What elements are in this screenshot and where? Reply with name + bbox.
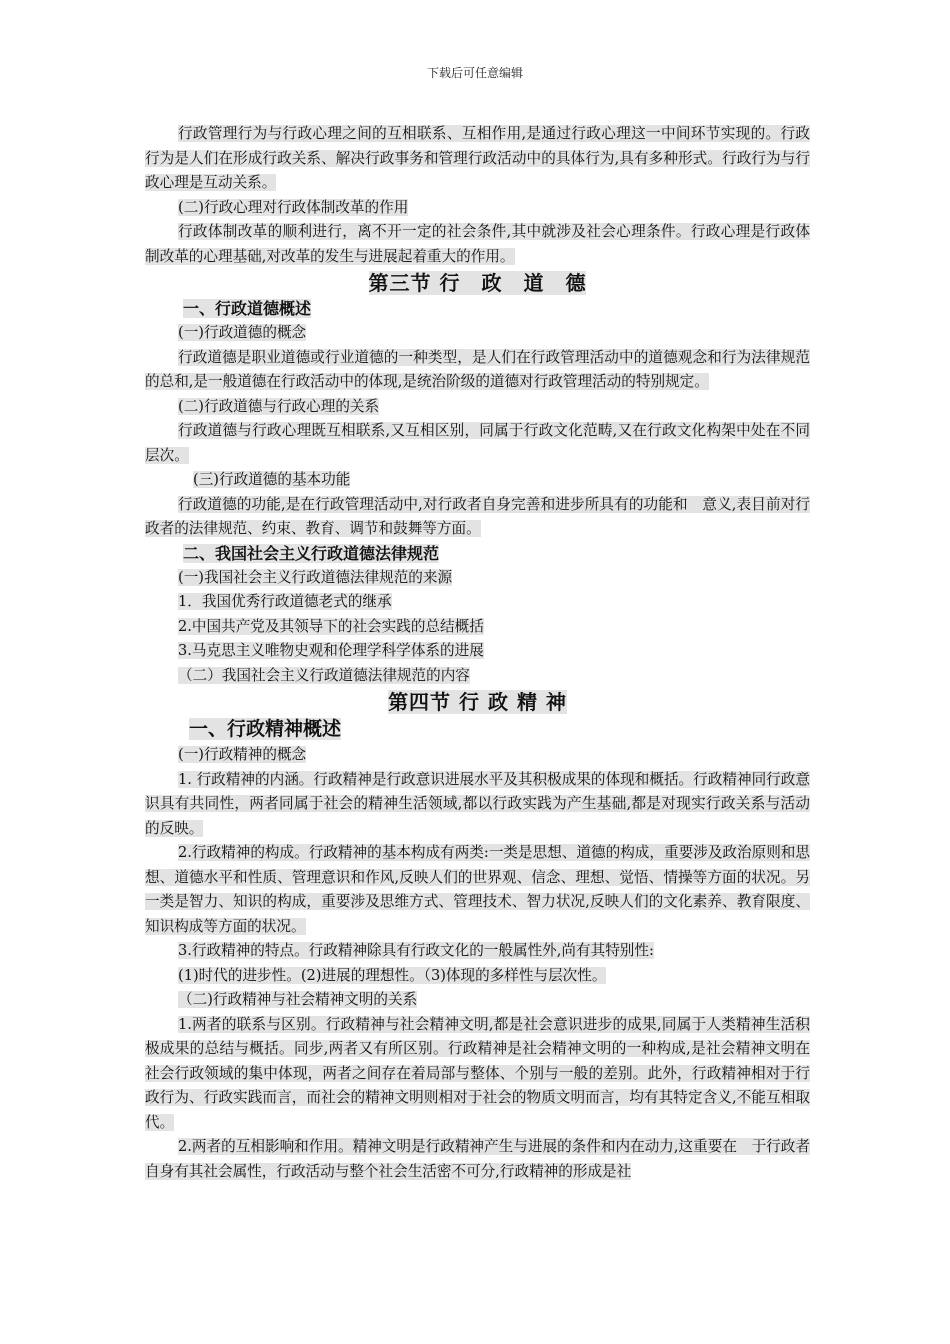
paragraph: [145, 964, 810, 989]
paragraph: [145, 664, 810, 689]
paragraph: [145, 122, 810, 196]
paragraph: [145, 468, 810, 493]
paragraph-text: 2.行政精神的构成。行政精神的基本构成有两类:一类是思想、道德的构成，重要涉及政治原则和思想、道德水平和性质、管理意识和作风,反映人们的世界观、信念、理想、觉悟、情操等方面的状况。另一类是智力、知识的构成，重要涉及思维方式、管理技术、智力状况,反映人们的文化素养、教育限度、知识构成等方面的状况。: [145, 844, 810, 935]
paragraph-text: 行政道德的功能,是在行政管理活动中,对行政者自身完善和进步所具有的功能和 意义,表目前对行政者的法律规范、约束、教育、调节和鼓舞等方面。: [145, 495, 810, 537]
paragraph: [145, 939, 810, 964]
paragraph: [145, 395, 810, 420]
paragraph-text: 3.行政精神的特点。行政精神除具有行政文化的一般属性外,尚有其特别性:: [178, 942, 654, 959]
paragraph: [145, 615, 810, 640]
paragraph-text: 3.马克思主义唯物史观和伦理学科学体系的进展: [178, 642, 484, 659]
paragraph-text: (二)行政心理对行政体制改革的作用: [178, 198, 409, 216]
paragraph-text: (一)我国社会主义行政道德法律规范的来源: [178, 568, 453, 586]
paragraph: [145, 419, 810, 468]
paragraph-text: （二)行政精神与社会精神文明的关系: [178, 991, 418, 1008]
paragraph-text: (二)行政道德与行政心理的关系: [178, 397, 380, 415]
paragraph: [145, 988, 810, 1013]
paragraph-text: 1.两者的联系与区别。行政精神与社会精神文明,都是社会意识进步的成果,同属于人类精神生活积极成果的总结与概括。同步,两者又有所区别。行政精神是社会精神文明的一种构成,是社会精神文明在社会行政领域的集中体现，两者之间存在着局部与整体、个别与一般的差别。此外，行政精神相对于行政行为、行政实践而言，而社会的精神文明则相对于社会的物质文明而言，均有其特定含义,不能互相取代。: [145, 1015, 810, 1131]
paragraph: [145, 493, 810, 542]
paragraph: [145, 768, 810, 842]
paragraph: [145, 743, 810, 768]
paragraph: [145, 590, 810, 615]
paragraph: [145, 346, 810, 395]
paragraph-text: 二、我国社会主义行政道德法律规范: [183, 543, 440, 563]
paragraph: [145, 566, 810, 591]
subsection-heading: [145, 297, 810, 321]
paragraph-text: (一)行政精神的概念: [178, 746, 307, 763]
paragraph: [145, 1135, 810, 1184]
paragraph-text: 行政管理行为与行政心理之间的互相联系、互相作用,是通过行政心理这一中间环节实现的。行政行为是人们在形成行政关系、解决行政事务和管理行政活动中的具体行为,具有多种形式。行政行为与行政心理是互动关系。: [145, 125, 810, 191]
paragraph-text: 行政道德与行政心理既互相联系,又互相区别，同属于行政文化范畴,又在行政文化构架中处在不同层次。: [145, 422, 810, 464]
section-heading: [145, 270, 810, 297]
paragraph-text: 2.两者的互相影响和作用。精神文明是行政精神产生与进展的条件和内在动力,这重要在 于行政者自身有其社会属性，行政活动与整个社会生活密不可分,行政精神的形成是社: [145, 1138, 810, 1180]
paragraph-text: 第三节 行 政 道 德: [368, 271, 587, 295]
paragraph-text: 一、行政道德概述: [183, 299, 312, 318]
section-heading: [145, 689, 810, 716]
paragraph: [145, 639, 810, 664]
paragraph-text: 2.中国共产党及其领导下的社会实践的总结概括: [178, 617, 484, 635]
paragraph-text: 一、行政精神概述: [189, 718, 342, 740]
paragraph-text: (1)时代的进步性。(2)进展的理想性。（3)体现的多样性与层次性。: [178, 966, 607, 984]
paragraph: [145, 220, 810, 269]
page-header: 下载后可任意编辑: [426, 66, 523, 80]
paragraph-text: (一)行政道德的概念: [178, 324, 307, 341]
paragraph: [145, 321, 810, 346]
subsection-heading: [145, 542, 810, 566]
subsection-heading: [145, 716, 810, 743]
paragraph: [145, 196, 810, 221]
paragraph: [145, 841, 810, 939]
paragraph-text: 第四节 行 政 精 神: [388, 690, 567, 714]
paragraph-text: 行政道德是职业道德或行业道德的一种类型，是人们在行政管理活动中的道德观念和行为法律规范的总和,是一般道德在行政活动中的体现,是统治阶级的道德对行政管理活动的特别规定。: [145, 348, 810, 390]
paragraph-text: （二）我国社会主义行政道德法律规范的内容: [178, 666, 470, 684]
paragraph-text: 行政体制改革的顺利进行，离不开一定的社会条件,其中就涉及社会心理条件。行政心理是行政体制改革的心理基础,对改革的发生与进展起着重大的作用。: [145, 223, 810, 265]
document-body: [145, 122, 810, 1184]
paragraph-text: (三)行政道德的基本功能: [193, 471, 351, 488]
paragraph-text: 1．我国优秀行政道德老式的继承: [178, 593, 392, 610]
paragraph: [145, 1013, 810, 1136]
paragraph-text: 1. 行政精神的内涵。行政精神是行政意识进展水平及其积极成果的体现和概括。行政精神同行政意识具有共同性，两者同属于社会的精神生活领域,都以行政实践为产生基础,都是对现实行政关系与活动的反映。: [145, 770, 810, 837]
